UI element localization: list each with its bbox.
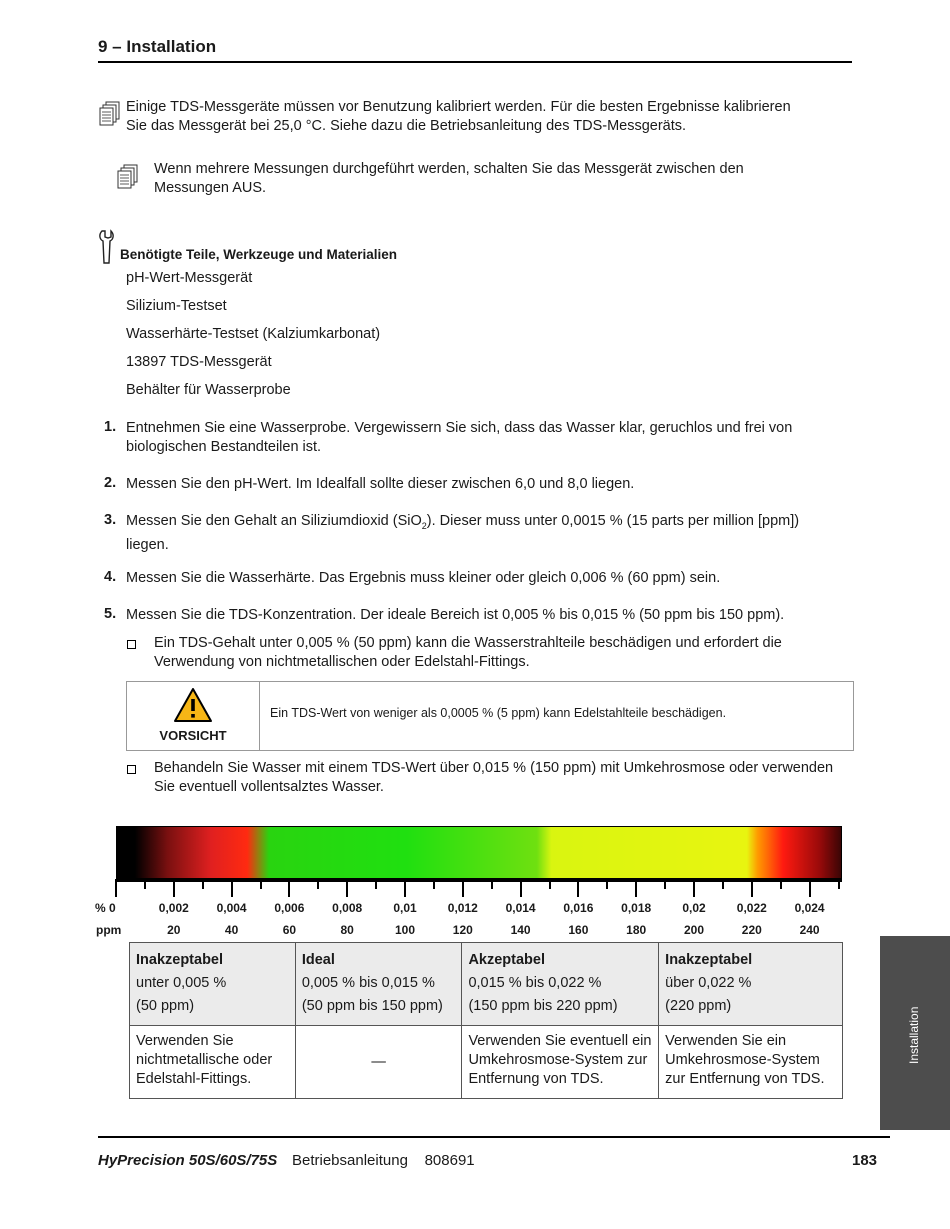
bullet-2-line-2: Sie eventuell vollentsalztes Wasser. [154,779,384,795]
scale-percent-label: 0,014 [505,901,536,915]
scale-tick [549,879,551,889]
table-cell: Verwenden Sie nichtmetallische oder Edelstahl-Fittings. [130,1026,296,1099]
scale-tick [751,879,753,897]
bullet-2-line-1: Behandeln Sie Wasser mit einem TDS-Wert über 0,015 % (150 ppm) mit Umkehrosmose oder verwenden [154,760,834,776]
scale-ppm-label: 20 [167,923,181,937]
table-cell: Verwenden Sie eventuell ein Umkehrosmose-System zur Entfernung von TDS. [462,1026,659,1099]
column-title: Ideal [301,952,335,968]
scale-tick [288,879,290,897]
scale-ppm-label: 240 [799,923,820,937]
step-2-text: Messen Sie den pH-Wert. Im Idealfall sollte dieser zwischen 6,0 und 8,0 liegen. [126,476,635,492]
header-rule [98,61,852,63]
scale-tick [375,879,377,889]
wrench-icon [98,229,116,270]
scale-tick [404,879,406,897]
scale-ppm-label: 60 [282,923,297,937]
tool-item: Behälter für Wasserprobe [126,382,291,398]
scale-percent-label: 0,02 [682,901,706,915]
tools-title: Benötigte Teile, Werkzeuge und Materialien [120,247,398,262]
table-cell [659,943,843,1026]
scale-percent-label: 0,002 [158,901,189,915]
scale-percent-label: 0,012 [447,901,478,915]
bullet-1-line-1: Ein TDS-Gehalt unter 0,005 % (50 ppm) kann die Wasserstrahlteile beschädigen und erfordert die [154,635,782,651]
scale-percent-label: 0,01 [393,901,417,915]
column-ppm: (50 ppm bis 150 ppm) [301,998,443,1014]
tds-range-table [129,942,843,1099]
note-2-line-2: Messungen AUS. [154,180,267,196]
note-1-line-2: Sie das Messgerät bei 25,0 °C. Siehe dazu die Betriebsanleitung des TDS-Messgeräts. [126,118,687,134]
scale-tick [317,879,319,889]
caution-message: Ein TDS-Wert von weniger als 0,0005 % (5 ppm) kann Edelstahlteile beschädigen. [270,706,727,720]
step-1-line-1: Entnehmen Sie eine Wasserprobe. Vergewissern Sie sich, dass das Wasser klar, geruchlos und frei von [126,420,793,436]
step-3-subscript: 2 [421,520,427,531]
scale-tick [664,879,666,889]
column-title: Inakzeptabel [136,952,224,968]
scale-tick [838,879,840,889]
scale-tick [433,879,435,889]
tool-item: Wasserhärte-Testset (Kalziumkarbonat) [126,326,381,342]
scale-tick [144,879,146,889]
scale-tick [231,879,233,897]
column-range: 0,015 % bis 0,022 % [468,975,602,991]
step-3-text-b: ). Dieser muss unter 0,0015 % (15 parts per million [ppm]) [426,513,800,529]
caution-box [126,681,854,751]
tds-color-scale-bar [116,826,842,879]
note-1-line-1: Einige TDS-Messgeräte müssen vor Benutzung kalibriert werden. Für die besten Ergebnisse kalibrieren [126,99,791,115]
table-cell: — [295,1026,462,1099]
column-range: unter 0,005 % [136,975,227,991]
scale-ppm-label: 180 [626,923,647,937]
note-2-line-1: Wenn mehrere Messungen durchgeführt werden, schalten Sie das Messgerät zwischen den [154,161,744,177]
scale-percent-label: 0,024 [794,901,825,915]
scale-tick [606,879,608,889]
column-ppm: (50 ppm) [136,998,195,1014]
document-stack-icon [99,101,121,127]
column-title: Akzeptabel [468,952,545,968]
tool-item: 13897 TDS-Messgerät [126,354,272,370]
scale-percent-label: 0,016 [563,901,594,915]
step-4-text: Messen Sie die Wasserhärte. Das Ergebnis muss kleiner oder gleich 0,006 % (60 ppm) sein. [126,570,721,586]
caution-label: VORSICHT [159,728,227,743]
step-number: 2. [104,475,117,491]
scale-tick [520,879,522,897]
scale-tick [722,879,724,889]
scale-ppm-label: 120 [452,923,473,937]
scale-percent-unit: % 0 [95,901,116,915]
table-cell [295,943,462,1026]
scale-ppm-label: 160 [568,923,589,937]
bullet-1-line-2: Verwendung von nichtmetallischen oder Edelstahl-Fittings. [154,654,530,670]
step-1-text [126,419,826,457]
step-number: 3. [104,512,117,528]
side-tab-label: Installation [907,1006,921,1064]
table-cell: Verwenden Sie ein Umkehrosmose-System zur Entfernung von TDS. [659,1026,843,1099]
step-number: 4. [104,569,117,585]
scale-tick [635,879,637,897]
footer-rule [98,1136,890,1138]
scale-percent-label: 0,008 [332,901,363,915]
page-number: 183 [852,1152,878,1169]
note-2 [154,160,744,198]
table-cell [462,943,659,1026]
scale-tick [693,879,695,897]
column-title: Inakzeptabel [665,952,753,968]
scale-ppm-label: 80 [340,923,354,937]
scale-ppm-label: 140 [510,923,531,937]
step-3-text [126,512,826,555]
scale-percent-label: 0,004 [216,901,247,915]
scale-ppm-unit: ppm [96,923,122,937]
step-3-line-2: liegen. [126,536,169,553]
scale-tick [202,879,204,889]
scale-axis-line [116,879,842,882]
scale-ppm-label: 40 [224,923,239,937]
step-3-text-a: Messen Sie den Gehalt an Siliziumdioxid (SiO [126,513,422,529]
step-number: 5. [104,606,117,622]
table-row [130,1026,843,1099]
table-row [130,943,843,1026]
scale-tick [780,879,782,889]
step-5-text: Messen Sie die TDS-Konzentration. Der ideale Bereich ist 0,005 % bis 0,015 % (50 ppm bis 150 ppm). [126,607,785,623]
scale-percent-label: 0,018 [621,901,652,915]
table-cell [130,943,296,1026]
scale-tick [809,879,811,897]
footer-manual: Betriebsanleitung 808691 [292,1152,475,1169]
checkbox-bullet-icon [127,765,136,774]
scale-ppm-label: 220 [741,923,762,937]
section-side-tab[interactable] [880,936,950,1130]
tool-item: Silizium-Testset [126,298,227,314]
scale-tick [577,879,579,897]
warning-triangle-icon [173,687,213,728]
checkbox-bullet-icon [127,640,136,649]
scale-tick [173,879,175,897]
caution-label-cell [127,682,260,750]
column-range: 0,005 % bis 0,015 % [301,975,435,991]
scale-tick [491,879,493,889]
scale-ppm-label: 100 [394,923,416,937]
scale-percent-label: 0,006 [274,901,305,915]
scale-percent-label: 0,022 [736,901,767,915]
scale-tick [260,879,262,889]
bullet-2 [154,759,854,797]
bullet-1 [154,634,854,672]
step-1-line-2: biologischen Bestandteilen ist. [126,439,322,455]
scale-tick [462,879,464,897]
tool-item: pH-Wert-Messgerät [126,270,253,286]
scale-ppm-label: 200 [683,923,705,937]
document-stack-icon [117,164,139,190]
column-range: über 0,022 % [665,975,752,991]
scale-tick [346,879,348,897]
column-ppm: (220 ppm) [665,998,732,1014]
note-1 [126,98,791,136]
scale-tick [115,879,117,897]
page-header-title: 9 – Installation [98,37,217,56]
footer-brand: HyPrecision 50S/60S/75S [98,1152,278,1169]
step-number: 1. [104,419,117,435]
column-ppm: (150 ppm bis 220 ppm) [468,998,618,1014]
